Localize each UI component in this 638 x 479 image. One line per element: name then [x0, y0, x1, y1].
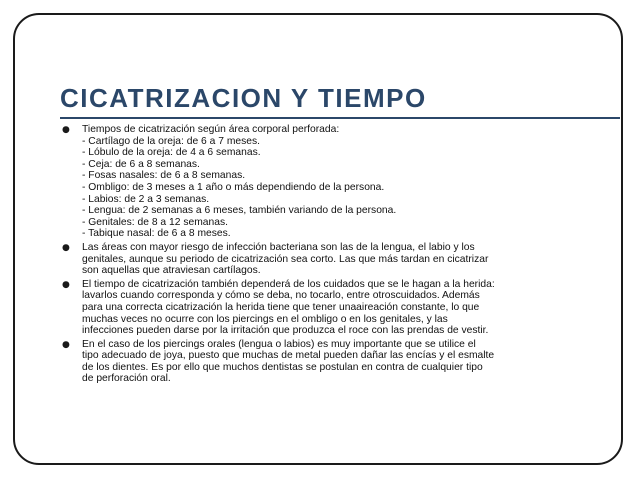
text-line: de los dientes. Es por ello que muchos dentistas se postulan en contra de cualquier tipo	[82, 361, 483, 373]
text-line: Tiempos de cicatrización según área corporal perforada:	[82, 124, 340, 135]
circle-bullet-icon: ●	[62, 279, 70, 290]
text-line: genitales, aunque su periodo de cicatrización sea corto. Las que más tardan en cicatrizar	[82, 253, 489, 265]
title-divider	[60, 117, 620, 119]
text-line: - Fosas nasales: de 6 a 8 semanas.	[82, 170, 246, 182]
text-line: - Lóbulo de la oreja: de 4 a 6 semanas.	[82, 147, 261, 159]
text-line: - Cartílago de la oreja: de 6 a 7 meses.	[82, 135, 261, 147]
text-line: muchas veces no ocurre con los piercings en el ombligo o en los genitales, y las	[82, 313, 448, 325]
circle-bullet-icon: ●	[62, 242, 70, 253]
bullet-item	[58, 124, 588, 240]
circle-bullet-icon: ●	[62, 125, 70, 135]
bullet-text	[82, 124, 588, 240]
text-line: infecciones pueden darse por la irritación que produzca el roce con las prendas de vestir.	[82, 325, 489, 337]
text-line: En el caso de los piercings orales (lengua o labios) es muy importante que se utilice el	[82, 338, 476, 350]
bullet-item	[58, 279, 588, 337]
text-line: - Lengua: de 2 semanas a 6 meses, también variando de la persona.	[82, 205, 397, 217]
text-line: Las áreas con mayor riesgo de infección bacteriana son las de la lengua, el labio y los	[82, 241, 475, 253]
text-line: - Ombligo: de 3 meses a 1 año o más dependiendo de la persona.	[82, 181, 385, 193]
bullet-text	[82, 339, 588, 385]
text-line: - Tabique nasal: de 6 a 8 meses.	[82, 228, 231, 240]
text-line: tipo adecuado de joya, puesto que muchas de metal pueden dañar las encías y el esmalte	[82, 350, 495, 362]
text-line: El tiempo de cicatrización también dependerá de los cuidados que se le hagan a la herida:	[82, 278, 495, 290]
bullet-text	[82, 242, 588, 277]
bullet-text	[82, 279, 588, 337]
text-line: de perforación oral.	[82, 373, 171, 385]
bullet-list	[58, 124, 588, 387]
text-line: - Ceja: de 6 a 8 semanas.	[82, 158, 200, 170]
text-line: para una correcta cicatrización la herida tiene que tener unaaireación constante, lo que	[82, 301, 480, 313]
text-line: son aquellas que atraviesan cartílagos.	[82, 265, 261, 277]
text-line: lavarlos cuando corresponda y cómo se deba, no tocarlo, entre otroscuidados. Además	[82, 290, 480, 302]
text-line: - Genitales: de 8 a 12 semanas.	[82, 216, 228, 228]
bullet-item	[58, 242, 588, 277]
slide-title: CICATRIZACION Y TIEMPO	[60, 83, 427, 113]
circle-bullet-icon: ●	[62, 339, 70, 350]
text-line: - Labios: de 2 a 3 semanas.	[82, 193, 210, 205]
bullet-item	[58, 339, 588, 385]
